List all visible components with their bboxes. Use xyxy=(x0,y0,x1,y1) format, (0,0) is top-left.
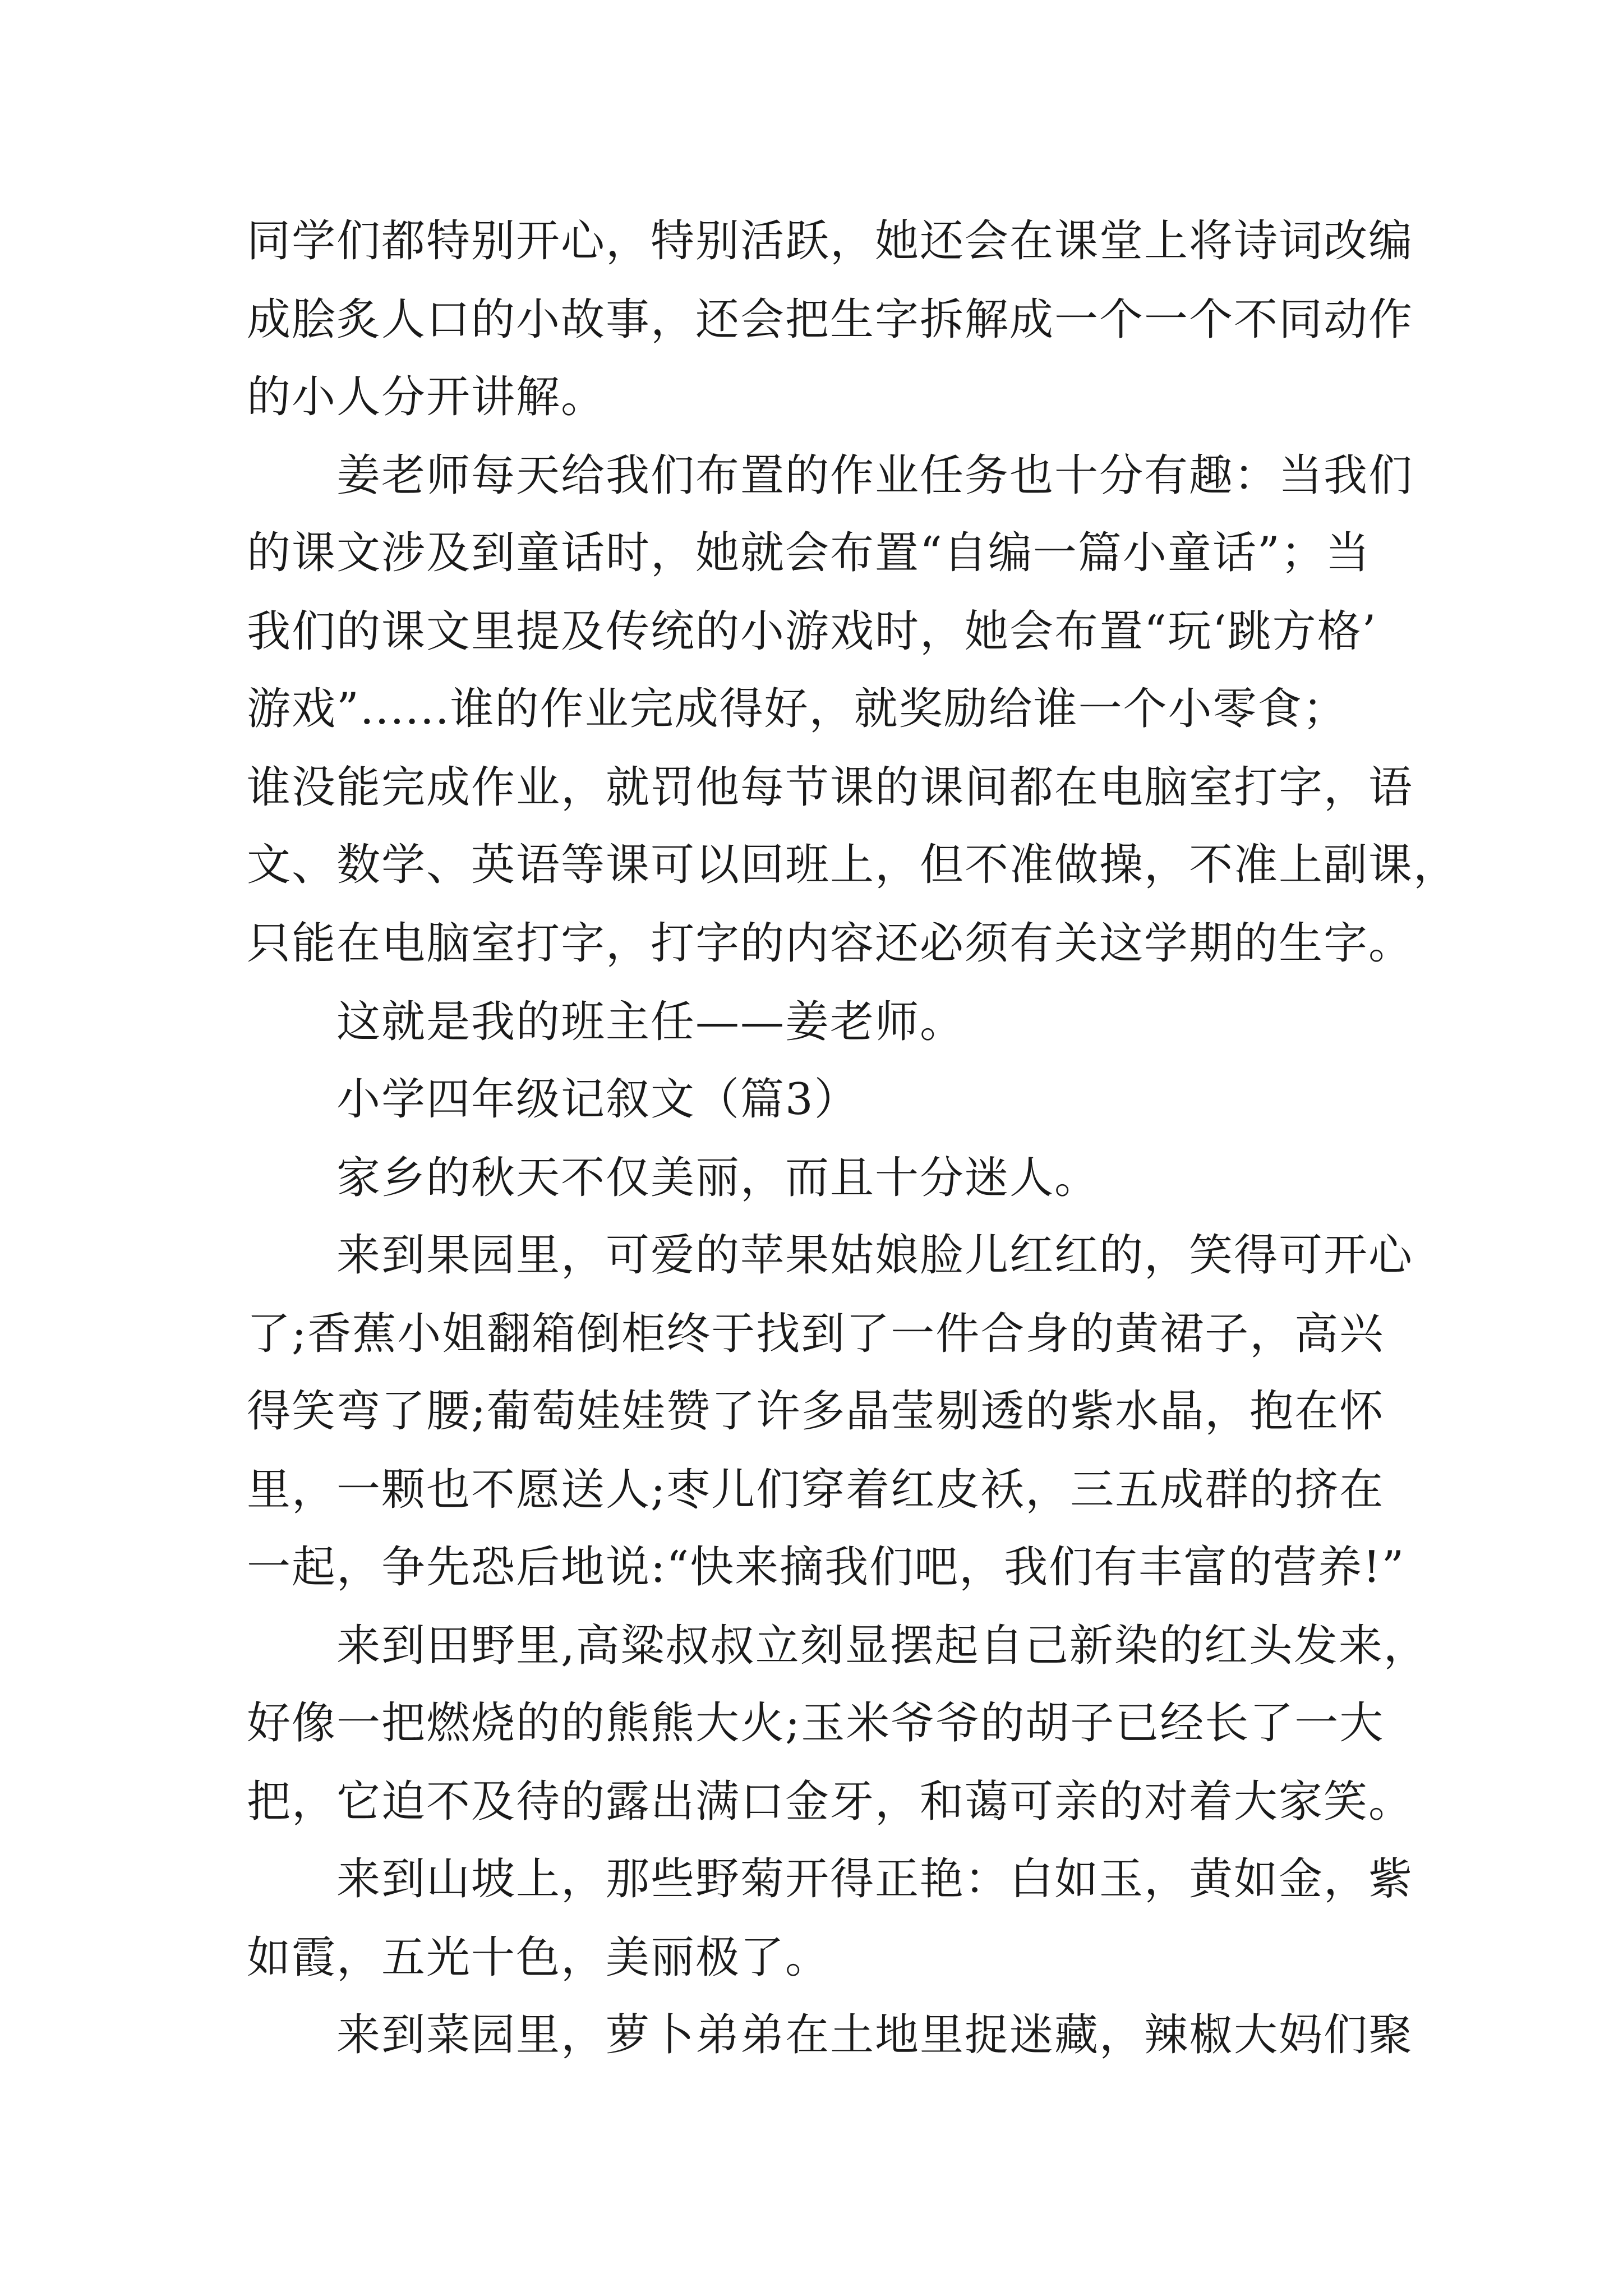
text-line: 好像一把燃烧的的熊熊大火;玉米爷爷的胡子已经长了一大 xyxy=(247,1698,1385,1749)
text-line: 文、数学、英语等课可以回班上，但不准做操，不准上副课， xyxy=(247,840,1459,890)
paragraph-start-line: 姜老师每天给我们布置的作业任务也十分有趣：当我们 xyxy=(336,450,1414,501)
text-line: 一起，争先恐后地说:“快来摘我们吧，我们有丰富的营养!” xyxy=(247,1542,1405,1593)
text-line: 的课文涉及到童话时，她就会布置“自编一篇小童话”；当 xyxy=(247,528,1371,578)
text-line: 只能在电脑室打字，打字的内容还必须有关这学期的生字。 xyxy=(247,918,1414,969)
paragraph-start-line: 来到田野里,高粱叔叔立刻显摆起自己新染的红头发来， xyxy=(336,1621,1428,1671)
text-line: 如霞，五光十色，美丽极了。 xyxy=(247,1932,831,1983)
text-line: 成脍炙人口的小故事，还会把生字拆解成一个一个不同动作 xyxy=(247,295,1414,345)
text-line: 我们的课文里提及传统的小游戏时，她会布置“玩‘跳方格’ xyxy=(247,606,1377,657)
text-line: 得笑弯了腰;葡萄娃娃赞了许多晶莹剔透的紫水晶，抱在怀 xyxy=(247,1386,1385,1437)
paragraph-start-line: 来到果园里，可爱的苹果姑娘脸儿红红的，笑得可开心 xyxy=(336,1230,1414,1281)
text-line: 同学们都特别开心，特别活跃，她还会在课堂上将诗词改编 xyxy=(247,216,1414,266)
paragraph-start-line: 来到山坡上，那些野菊开得正艳：白如玉，黄如金，紫 xyxy=(336,1854,1414,1904)
paragraph-start-line: 来到菜园里，萝卜弟弟在土地里捉迷藏，辣椒大妈们聚 xyxy=(336,2010,1414,2060)
section-heading: 小学四年级记叙文（篇3） xyxy=(336,1074,859,1125)
text-line: 谁没能完成作业，就罚他每节课的课间都在电脑室打字，语 xyxy=(247,762,1414,813)
text-line: 的小人分开讲解。 xyxy=(247,372,606,422)
paragraph-start-line: 家乡的秋天不仅美丽，而且十分迷人。 xyxy=(336,1153,1100,1203)
paragraph-start-line: 这就是我的班主任——姜老师。 xyxy=(336,997,965,1047)
text-line: 了;香蕉小姐翻箱倒柜终于找到了一件合身的黄裙子，高兴 xyxy=(247,1309,1385,1359)
text-line: 里，一颗也不愿送人;枣儿们穿着红皮袄，三五成群的挤在 xyxy=(247,1465,1385,1515)
text-line: 游戏”......谁的作业完成得好，就奖励给谁一个小零食； xyxy=(247,684,1348,734)
text-line: 把，它迫不及待的露出满口金牙，和蔼可亲的对着大家笑。 xyxy=(247,1777,1414,1827)
